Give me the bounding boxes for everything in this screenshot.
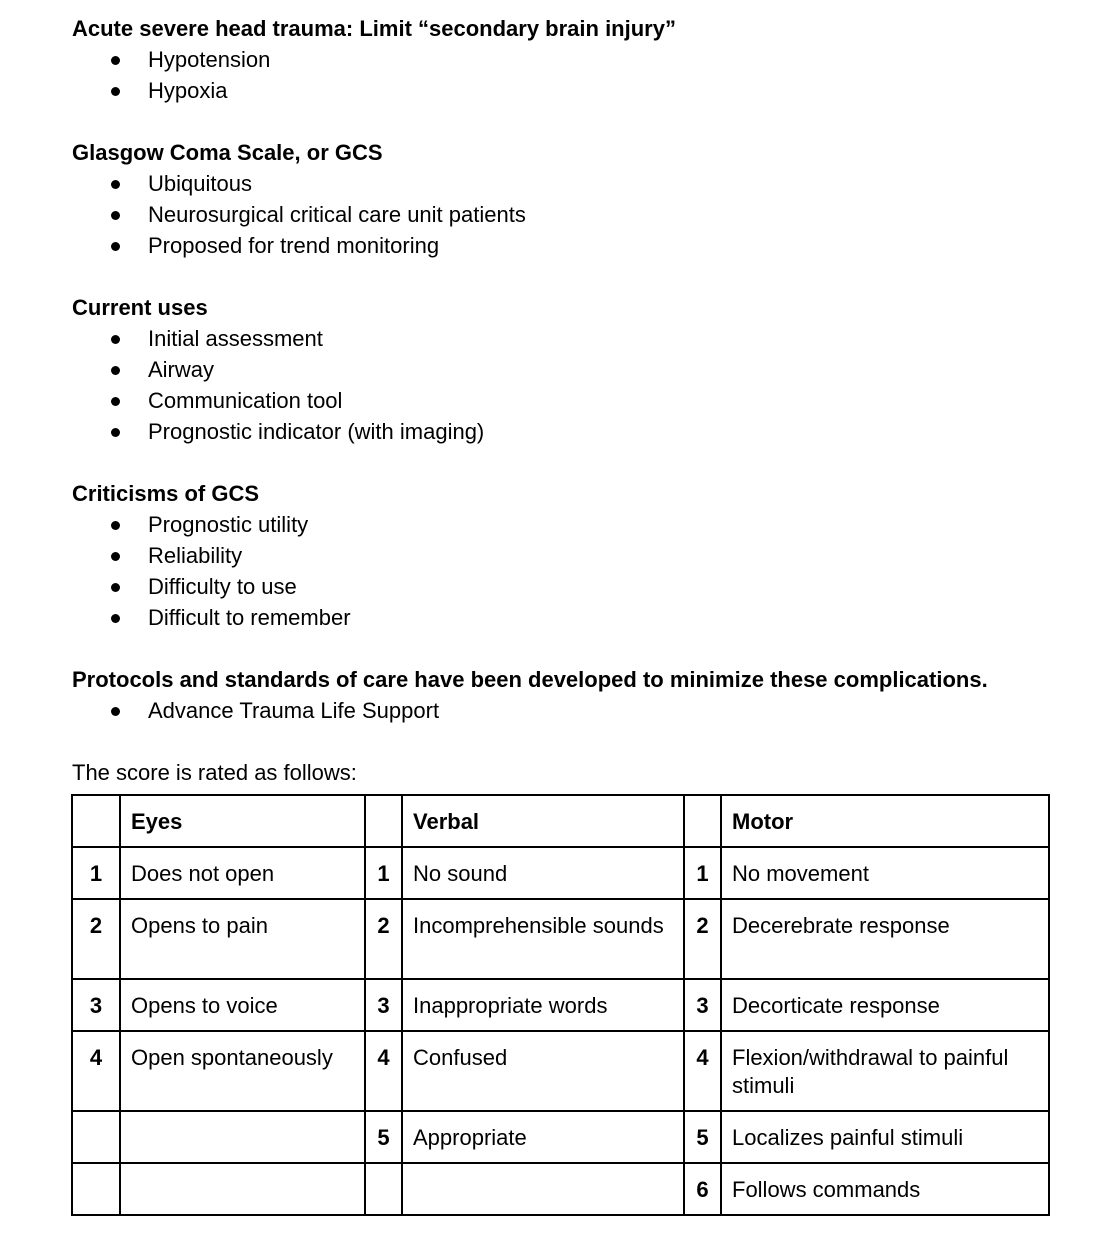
table-header-row	[72, 795, 1049, 847]
list-item	[72, 602, 1072, 633]
verbal-response	[402, 1163, 684, 1215]
bullet-icon	[111, 335, 120, 344]
eyes-score: 4	[72, 1031, 120, 1111]
bullet-icon	[111, 211, 120, 220]
document-body	[72, 14, 1072, 788]
list-item	[72, 540, 1072, 571]
table-row	[72, 1031, 1049, 1111]
verbal-score: 5	[365, 1111, 402, 1163]
verbal-response: Incomprehensible sounds	[402, 899, 684, 979]
motor-response: No movement	[721, 847, 1049, 899]
motor-score: 5	[684, 1111, 721, 1163]
table-cell	[72, 795, 120, 847]
verbal-score: 4	[365, 1031, 402, 1111]
motor-response: Flexion/withdrawal to painful stimuli	[721, 1031, 1049, 1111]
motor-score: 1	[684, 847, 721, 899]
list-item	[72, 385, 1072, 416]
bullet-list	[72, 509, 1072, 633]
bullet-list	[72, 44, 1072, 106]
section-criticisms	[72, 479, 1072, 633]
list-item	[72, 44, 1072, 75]
verbal-response: Appropriate	[402, 1111, 684, 1163]
eyes-response: Open spontaneously	[120, 1031, 365, 1111]
list-item	[72, 695, 1072, 726]
table-row	[72, 979, 1049, 1031]
list-item-text: Hypoxia	[148, 78, 228, 103]
bullet-list	[72, 323, 1072, 447]
bullet-icon	[111, 366, 120, 375]
eyes-score: 3	[72, 979, 120, 1031]
list-item-text: Difficult to remember	[148, 605, 351, 630]
list-item	[72, 571, 1072, 602]
list-item-text: Airway	[148, 357, 215, 382]
list-item	[72, 168, 1072, 199]
eyes-response: Opens to pain	[120, 899, 365, 979]
bullet-icon	[111, 242, 120, 251]
gcs-score-table	[71, 794, 1050, 1216]
list-item	[72, 416, 1072, 447]
eyes-score	[72, 1163, 120, 1215]
list-item	[72, 230, 1072, 261]
list-item-text: Initial assessment	[148, 326, 323, 351]
bullet-icon	[111, 428, 120, 437]
verbal-score: 3	[365, 979, 402, 1031]
motor-score: 6	[684, 1163, 721, 1215]
list-item-text: Proposed for trend monitoring	[148, 233, 440, 258]
list-item	[72, 75, 1072, 106]
motor-score: 3	[684, 979, 721, 1031]
list-item	[72, 323, 1072, 354]
list-item	[72, 354, 1072, 385]
motor-response: Localizes painful stimuli	[721, 1111, 1049, 1163]
bullet-icon	[111, 87, 120, 96]
bullet-icon	[111, 707, 120, 716]
list-item-text: Neurosurgical critical care unit patients	[148, 202, 526, 227]
section-current-uses	[72, 293, 1072, 447]
motor-response: Follows commands	[721, 1163, 1049, 1215]
column-header-eyes: Eyes	[120, 795, 365, 847]
list-item-text: Advance Trauma Life Support	[148, 698, 440, 723]
verbal-response: Inappropriate words	[402, 979, 684, 1031]
eyes-score: 2	[72, 899, 120, 979]
eyes-response: Opens to voice	[120, 979, 365, 1031]
bullet-icon	[111, 56, 120, 65]
bullet-icon	[111, 397, 120, 406]
list-item-text: Difficulty to use	[148, 574, 297, 599]
eyes-response	[120, 1163, 365, 1215]
bullet-icon	[111, 552, 120, 561]
verbal-response: Confused	[402, 1031, 684, 1111]
list-item-text: Prognostic utility	[148, 512, 309, 537]
column-header-verbal: Verbal	[402, 795, 684, 847]
list-item	[72, 199, 1072, 230]
section-heading: Current uses	[72, 295, 208, 320]
section-gcs	[72, 138, 1072, 261]
eyes-response: Does not open	[120, 847, 365, 899]
table-row	[72, 899, 1049, 979]
verbal-score: 1	[365, 847, 402, 899]
bullet-icon	[111, 614, 120, 623]
list-item	[72, 509, 1072, 540]
table-cell	[684, 795, 721, 847]
eyes-response	[120, 1111, 365, 1163]
list-item-text: Prognostic indicator (with imaging)	[148, 419, 485, 444]
bullet-icon	[111, 583, 120, 592]
section-head-trauma	[72, 14, 1072, 106]
table-intro: The score is rated as follows:	[72, 760, 357, 785]
eyes-score	[72, 1111, 120, 1163]
bullet-list	[72, 168, 1072, 261]
list-item-text: Communication tool	[148, 388, 343, 413]
motor-response: Decorticate response	[721, 979, 1049, 1031]
column-header-motor: Motor	[721, 795, 1049, 847]
section-protocols	[72, 665, 1072, 726]
bullet-icon	[111, 180, 120, 189]
table-cell	[365, 795, 402, 847]
table-row	[72, 1163, 1049, 1215]
list-item-text: Hypotension	[148, 47, 271, 72]
eyes-score: 1	[72, 847, 120, 899]
verbal-score: 2	[365, 899, 402, 979]
section-heading: Glasgow Coma Scale, or GCS	[72, 140, 383, 165]
section-heading: Acute severe head trauma: Limit “secondary brain injury”	[72, 16, 676, 41]
table-row	[72, 1111, 1049, 1163]
bullet-icon	[111, 521, 120, 530]
list-item-text: Ubiquitous	[148, 171, 252, 196]
bullet-list	[72, 695, 1072, 726]
motor-score: 4	[684, 1031, 721, 1111]
section-heading: Criticisms of GCS	[72, 481, 260, 506]
verbal-score	[365, 1163, 402, 1215]
list-item-text: Reliability	[148, 543, 243, 568]
motor-response: Decerebrate response	[721, 899, 1049, 979]
verbal-response: No sound	[402, 847, 684, 899]
table-row	[72, 847, 1049, 899]
motor-score: 2	[684, 899, 721, 979]
section-heading: Protocols and standards of care have been developed to minimize these complications.	[72, 667, 988, 692]
